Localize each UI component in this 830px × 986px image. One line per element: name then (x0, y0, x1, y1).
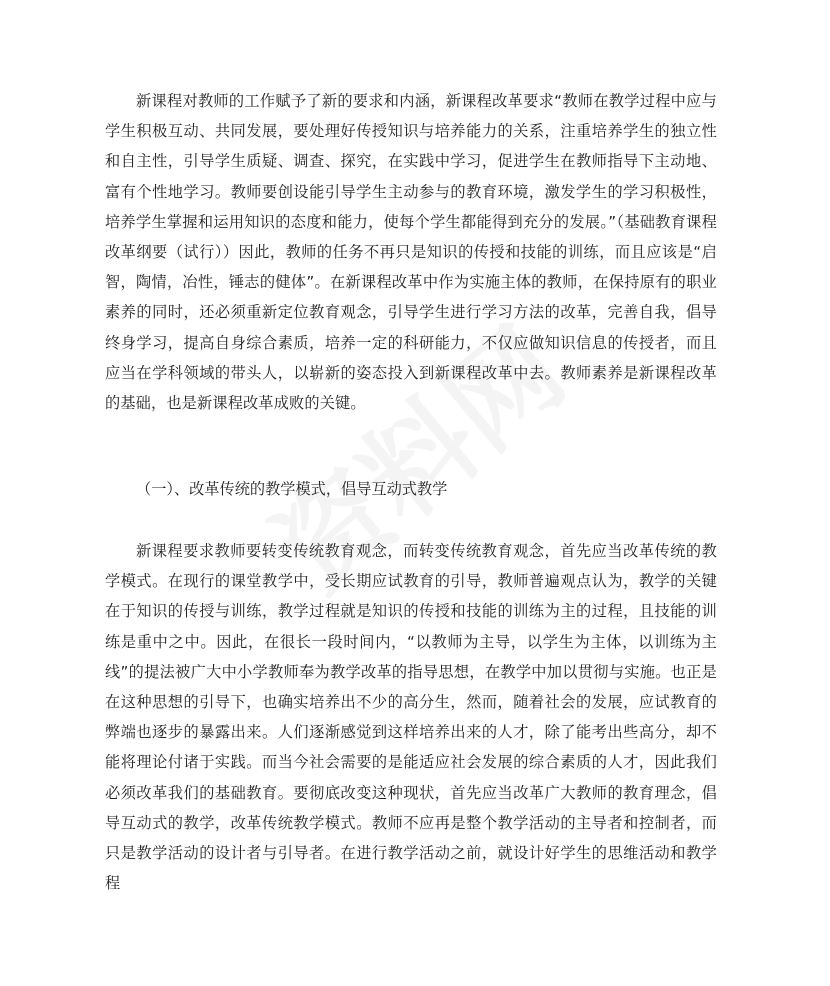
body-paragraph-1: 新课程对教师的工作赋予了新的要求和内涵，新课程改革要求“教师在教学过程中应与学生积极互动、共同发展，要处理好传授知识与培养能力的关系，注重培养学生的独立性和自主性，引导学生质疑、调查、探究，在实践中学习，促进学生在教师指导下主动地、富有个性地学习。教师要创设能引导学生主动参与的教育环境，激发学生的学习积极性，培养学生掌握和运用知识的态度和能力，使每个学生都能得到充分的发展。”（基础教育课程改革纲要（试行））因此，教师的任务不再只是知识的传授和技能的训练，而且应该是“启智，陶情，冶性，锤志的健体”。在新课程改革中作为实施主体的教师，在保持原有的职业素养的同时，还必须重新定位教育观念，引导学生进行学习方法的改革，完善自我，倡导终身学习，提高自身综合素质，培养一定的科研能力，不仅应做知识信息的传授者，而且应当在学科领域的带头人，以崭新的姿态投入到新课程改革中去。教师素养是新课程改革的基础，也是新课程改革成败的关键。 (105, 92, 717, 413)
body-paragraph-2: 新课程要求教师要转变传统教育观念，而转变传统教育观念，首先应当改革传统的教学模式。在现行的课堂教学中，受长期应试教育的引导，教师普遍观点认为，教学的关键在于知识的传授与训练，教学过程就是知识的传授和技能的训练为主的过程，且技能的训练是重中之中。因此，在很长一段时间内，“以教师为主导，以学生为主体，以训练为主线”的提法被广大中小学教师奉为教学改革的指导思想，在教学中加以贯彻与实施。也正是在这种思想的引导下，也确实培养出不少的高分生，然而，随着社会的发展，应试教育的弊端也逐步的暴露出来。人们逐渐感觉到这样培养出来的人才，除了能考出些高分，却不能将理论付诸于实践。而当今社会需要的是能适应社会发展的综合素质的人才，因此我们必须改革我们的基础教育。要彻底改变这种现状，首先应当改革广大教师的教育理念，倡导互动式的教学，改革传统教学模式。教师不应再是整个教学活动的主导者和控制者，而只是教学活动的设计者与引导者。在进行教学活动之前，就设计好学生的思维活动和教学程 (105, 542, 717, 893)
section-heading: （一）、改革传统的教学模式，倡导互动式教学 (136, 480, 448, 498)
